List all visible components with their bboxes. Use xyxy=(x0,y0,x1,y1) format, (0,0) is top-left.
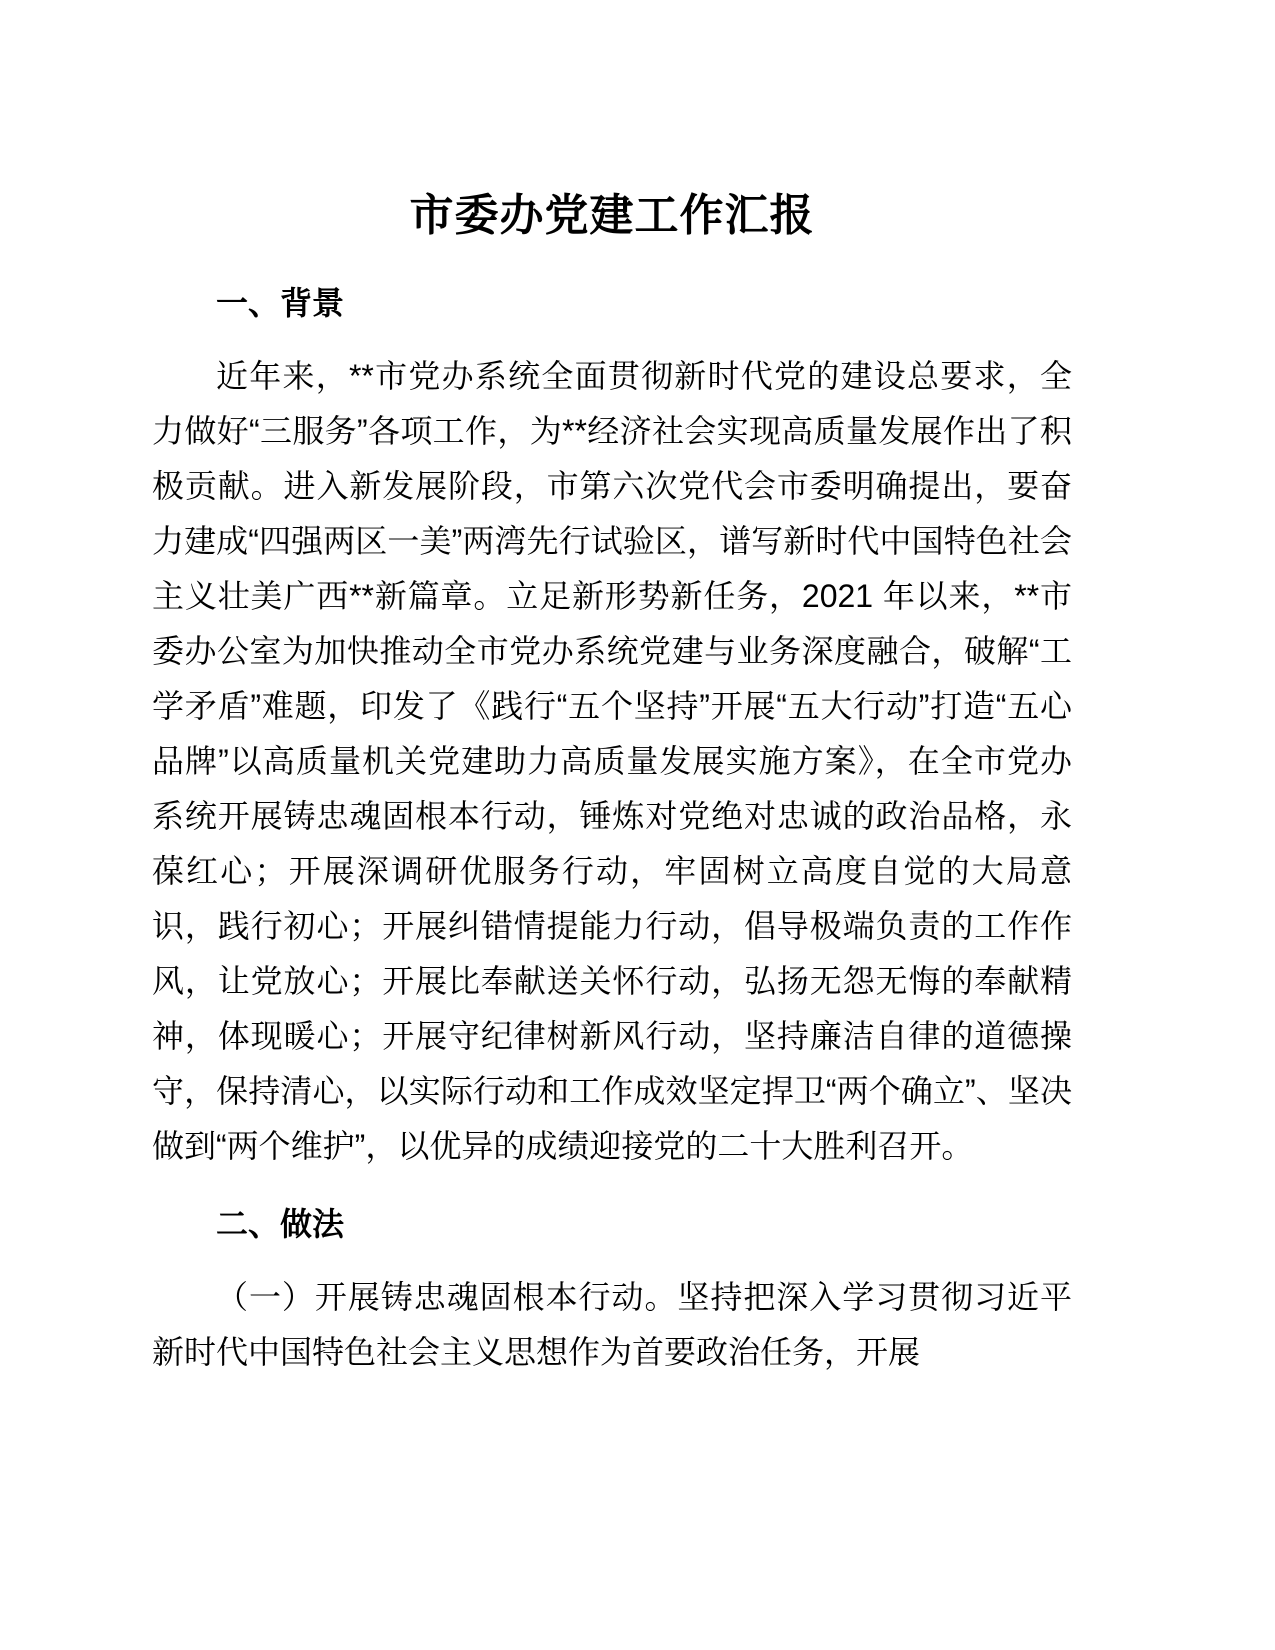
page-title: 市委办党建工作汇报 xyxy=(409,191,815,240)
section-spacer xyxy=(152,1178,1072,1200)
heading-spacer-1 xyxy=(152,335,1072,349)
section-heading-background: 一、背景 xyxy=(216,285,345,322)
document-body xyxy=(152,186,1072,1384)
heading-spacer-2 xyxy=(152,1256,1072,1270)
section-heading-practices: 二、做法 xyxy=(216,1206,345,1243)
section-paragraph-practices-1: （一）开展铸忠魂固根本行动。坚持把深入学习贯彻习近平新时代中国特色社会主义思想作为首要政治任务，开展 xyxy=(152,1279,1072,1371)
title-spacer xyxy=(152,265,1072,279)
section-paragraph-background: 近年来，**市党办系统全面贯彻新时代党的建设总要求，全力做好“三服务”各项工作，为**经济社会实现高质量发展作出了积极贡献。进入新发展阶段，市第六次党代会市委明确提出，要奋力建成“四强两区一美”两湾先行试验区，谱写新时代中国特色社会主义壮美广西**新篇章。立足新形势新任务，2021 年以来，**市委办公室为加快推动全市党办系统党建与业务深度融合，破解“工学矛盾”难题，印发了《践行“五个坚持”开展“五大行动”打造“五心品牌”以高质量机关党建助力高质量发展实施方案》，在全市党办系统开展铸忠魂固根本行动，锤炼对党绝对忠诚的政治品格，永葆红心；开展深调研优服务行动，牢固树立高度自觉的大局意识，践行初心；开展纠错情提能力行动，倡导极端负责的工作作风，让党放心；开展比奉献送关怀行动，弘扬无怨无悔的奉献精神，体现暖心；开展守纪律树新风行动，坚持廉洁自律的道德操守，保持清心，以实际行动和工作成效坚定捍卫“两个确立”、坚决做到“两个维护”，以优异的成绩迎接党的二十大胜利召开。 xyxy=(152,357,1072,1165)
